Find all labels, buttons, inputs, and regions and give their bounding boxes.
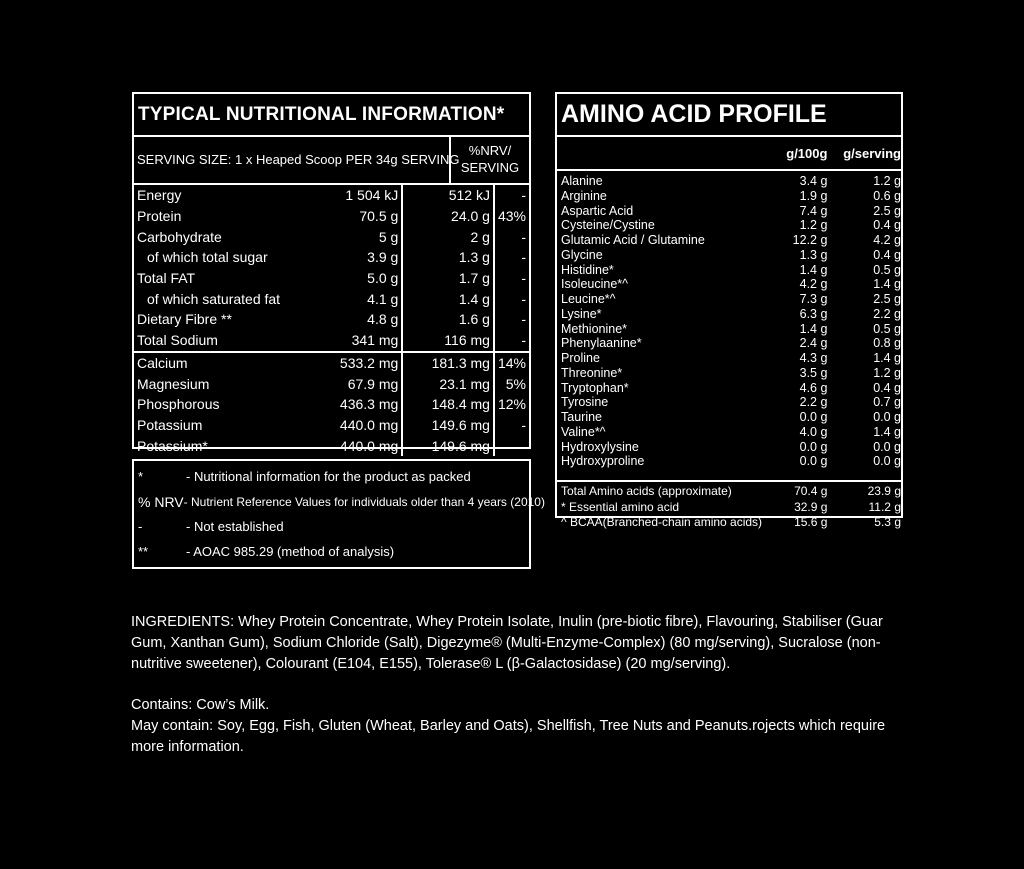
amino-name: Histidine*: [561, 262, 614, 277]
amino-row: [557, 425, 901, 440]
amino-name: Alanine: [561, 174, 603, 188]
nutrient-per100: 533.2 mg: [315, 352, 402, 374]
amino-name: Leucine*^: [561, 292, 616, 306]
amino-row: [557, 263, 901, 278]
amino-total-row: [557, 484, 901, 500]
amino-list: [557, 171, 901, 482]
amino-per100: 0.0 g: [799, 410, 828, 424]
amino-row: [557, 366, 901, 381]
amino-total-per-serving: 11.2 g: [868, 499, 901, 514]
amino-name: Threonine*: [561, 365, 623, 380]
amino-per100: 0.0 g: [799, 454, 828, 469]
amino-name: Tyrosine: [561, 395, 609, 410]
nutrition-table-body: [134, 185, 529, 456]
nutrition-title: TYPICAL NUTRITIONAL INFORMATION*: [134, 94, 529, 137]
amino-row: [557, 233, 901, 248]
amino-per-serving: 0.7 g: [873, 395, 901, 410]
amino-name: Tryptophan*: [561, 380, 629, 395]
amino-per-serving: 2.5 g: [873, 203, 901, 218]
amino-per100: 4.3 g: [799, 351, 828, 365]
nutrition-row: [134, 435, 529, 456]
amino-per100: 0.0 g: [799, 439, 828, 454]
nrv-header-line1: %NRV/: [468, 143, 512, 158]
amino-row: [557, 292, 901, 307]
amino-per-serving: 1.2 g: [873, 174, 901, 188]
amino-name: Hydroxylysine: [561, 439, 639, 454]
amino-totals: [557, 482, 901, 531]
amino-per-serving: 0.5 g: [873, 321, 901, 336]
amino-per100: 3.4 g: [799, 174, 828, 188]
amino-row: [557, 336, 901, 351]
amino-per100: 12.2 g: [792, 233, 828, 247]
amino-per-serving: 0.5 g: [873, 262, 901, 277]
nutrition-row: [134, 206, 529, 227]
nutrient-nrv: -: [494, 415, 529, 436]
amino-per100: 4.6 g: [799, 380, 828, 395]
nutrient-name: Magnesium: [137, 375, 210, 392]
nutrient-name: of which saturated fat: [147, 290, 281, 307]
amino-per100: 1.3 g: [799, 247, 828, 262]
footnote-row: [134, 489, 545, 514]
nutrient-per-serving: 23.1 mg: [402, 373, 494, 394]
nutrient-per100: 440.0 mg: [339, 416, 399, 433]
amino-per100: 7.4 g: [799, 203, 828, 218]
footnotes-list: [134, 461, 545, 564]
nutrition-row: [134, 394, 529, 415]
nutrition-row: [134, 352, 529, 374]
amino-per-serving: 0.6 g: [873, 188, 901, 203]
may-contain-text: May contain: Soy, Egg, Fish, Gluten (Wheat, Barley and Oats), Shellfish, Tree Nuts and Peanuts.rojects which require more information.: [131, 718, 886, 755]
amino-total-per-serving: 5.3 g: [874, 515, 901, 529]
nutrition-row: [134, 268, 529, 289]
footnote-text: - AOAC 985.29 (method of analysis): [186, 544, 395, 559]
amino-per-serving: 0.0 g: [873, 410, 901, 424]
amino-col-per100: g/100g: [786, 145, 828, 161]
nutrient-per-serving: 116 mg: [402, 330, 494, 352]
amino-per-serving: 1.4 g: [873, 277, 901, 292]
amino-name: Isoleucine*^: [561, 277, 629, 292]
nutrition-row: [134, 247, 529, 268]
footnote-symbol: **: [138, 544, 149, 559]
nutrition-row: [134, 185, 529, 206]
nutrient-nrv: 14%: [494, 352, 529, 374]
nutrient-nrv: -: [494, 288, 529, 309]
nutrient-per100: 67.9 mg: [347, 375, 399, 392]
amino-row: [557, 174, 901, 189]
nutrition-row: [134, 309, 529, 330]
amino-total-name: ^ BCAA(Branched-chain amino acids): [561, 515, 763, 529]
amino-row: [557, 395, 901, 410]
amino-row: [557, 204, 901, 219]
amino-name: Arginine: [561, 188, 607, 203]
footnote-text: - Nutrient Reference Values for individuals older than 4 years (2010): [183, 494, 545, 509]
amino-name: Hydroxyproline: [561, 454, 645, 469]
amino-row: [557, 381, 901, 396]
nutrition-row: [134, 373, 529, 394]
nutrition-row: [134, 226, 529, 247]
amino-name: Glycine: [561, 247, 603, 262]
footnote-symbol: *: [138, 469, 144, 484]
amino-row: [557, 351, 901, 366]
amino-row: [557, 277, 901, 292]
amino-per-serving: 4.2 g: [873, 233, 901, 247]
amino-per-serving: 2.5 g: [873, 292, 901, 306]
amino-per-serving: 0.4 g: [873, 380, 901, 395]
amino-title: AMINO ACID PROFILE: [557, 94, 901, 137]
amino-per100: 6.3 g: [799, 306, 828, 321]
nutrient-per-serving: 2 g: [402, 226, 494, 247]
amino-name: Taurine: [561, 410, 602, 424]
nutrient-per-serving: 149.6 mg: [402, 415, 494, 436]
nutrient-name: of which total sugar: [147, 249, 268, 266]
amino-name: Aspartic Acid: [561, 203, 634, 218]
amino-per-serving: 0.8 g: [873, 336, 901, 351]
amino-per-serving: 0.0 g: [873, 454, 901, 469]
nrv-header-line2: SERVING: [460, 160, 520, 175]
amino-name: Cysteine/Cystine: [561, 218, 655, 233]
nutrient-per100: 4.1 g: [367, 290, 399, 307]
amino-name: Valine*^: [561, 424, 606, 439]
nutrient-name: Potassium*: [137, 437, 208, 454]
nutrient-name: Energy: [137, 187, 182, 204]
amino-per-serving: 1.4 g: [873, 351, 901, 365]
nutrient-per100: 1 504 kJ: [345, 187, 399, 204]
amino-per-serving: 1.2 g: [873, 365, 901, 380]
amino-per-serving: 2.2 g: [873, 306, 901, 321]
nutrient-per100: 3.9 g: [367, 249, 399, 266]
nutrient-per-serving: 1.3 g: [402, 247, 494, 268]
amino-per-serving: 0.4 g: [873, 218, 901, 233]
footnote-row: [134, 539, 529, 564]
footnote-symbol: % NRV: [138, 493, 184, 510]
amino-per-serving: 0.4 g: [873, 247, 901, 262]
nutrient-nrv: -: [494, 226, 529, 247]
nutrient-name: Potassium: [137, 416, 203, 433]
nutrient-nrv: 12%: [494, 394, 529, 415]
amino-total-row: [557, 515, 901, 531]
nutrition-row: [134, 330, 529, 352]
amino-total-name: * Essential amino acid: [561, 499, 680, 514]
nutrient-nrv: -: [494, 247, 529, 268]
serving-header-row: [134, 137, 529, 185]
nutrient-nrv: 43%: [494, 206, 529, 227]
amino-name: Glutamic Acid / Glutamine: [561, 233, 705, 247]
amino-name: Proline: [561, 351, 600, 365]
amino-per100: 3.5 g: [799, 365, 828, 380]
amino-row: [557, 322, 901, 337]
nutrition-panel: [132, 92, 531, 454]
nutrient-name: Total FAT: [137, 270, 196, 287]
amino-panel: [555, 92, 903, 529]
nutrient-per100: 440.0 mg: [339, 437, 399, 454]
amino-name: Phenylaanine*: [561, 336, 642, 351]
nutrient-name: Calcium: [134, 352, 315, 374]
nutrient-nrv: -: [494, 330, 529, 352]
nutrient-per100: 341 mg: [351, 332, 399, 349]
nutrition-table: [134, 185, 529, 456]
nutrient-nrv: -: [494, 268, 529, 289]
amino-total-per-serving: 23.9 g: [867, 484, 901, 498]
footnote-text: - Nutritional information for the product as packed: [186, 469, 471, 484]
footnotes-panel: [132, 459, 545, 569]
nutrient-per-serving: 149.6 mg: [402, 435, 494, 456]
amino-total-per100: 32.9 g: [794, 499, 828, 514]
amino-total-row: [557, 500, 901, 516]
amino-per100: 4.2 g: [799, 277, 828, 292]
nutrition-row: [134, 288, 529, 309]
nutrient-per-serving: 1.7 g: [402, 268, 494, 289]
amino-per100: 7.3 g: [799, 292, 828, 306]
nutrient-per-serving: 148.4 mg: [402, 394, 494, 415]
nutrient-per-serving: 181.3 mg: [402, 352, 494, 374]
amino-row: [557, 454, 901, 469]
nutrient-name: Carbohydrate: [137, 228, 222, 245]
nutrient-nrv: -: [494, 185, 529, 206]
amino-total-per100: 70.4 g: [794, 484, 828, 498]
nutrient-per-serving: 1.6 g: [402, 309, 494, 330]
ingredients-section: [131, 612, 901, 675]
amino-per100: 1.9 g: [799, 188, 828, 203]
nutrient-per100: 70.5 g: [359, 208, 399, 225]
nutrient-name: Protein: [137, 208, 182, 225]
contains-text: Contains: Cow’s Milk.: [131, 697, 270, 713]
amino-per100: 4.0 g: [799, 424, 828, 439]
amino-per-serving: 1.4 g: [873, 424, 901, 439]
amino-name: Lysine*: [561, 306, 602, 321]
ingredients-text: INGREDIENTS: Whey Protein Concentrate, Whey Protein Isolate, Inulin (pre-biotic fibre), Flavouring, Stabiliser (Guar Gum, Xanthan Gum), Sodium Chloride (Salt), Digezyme® (Multi-Enzyme-Complex) (80 mg/serving), Sucralose (non-nutritive sweetener), Colourant (E104, E155), Tolerase® L (β-Galactosidase) (20 mg/serving).: [131, 614, 883, 672]
amino-col-serving: g/serving: [843, 145, 901, 161]
amino-row: [557, 248, 901, 263]
amino-row: [557, 218, 901, 233]
nutrient-per100: 436.3 mg: [339, 396, 399, 413]
amino-row: [557, 307, 901, 322]
amino-name: Methionine*: [561, 321, 628, 336]
amino-per100: 1.2 g: [799, 218, 828, 233]
nutrient-per-serving: 1.4 g: [402, 288, 494, 309]
nutrient-nrv: -: [494, 309, 529, 330]
amino-per100: 2.4 g: [799, 336, 828, 351]
amino-per100: 1.4 g: [799, 321, 828, 336]
amino-per-serving: 0.0 g: [873, 439, 901, 454]
allergen-section: [131, 695, 901, 758]
nrv-header: [449, 137, 529, 183]
amino-header-row: [557, 137, 901, 171]
nutrient-nrv: 5%: [494, 373, 529, 394]
amino-total-name: Total Amino acids (approximate): [561, 484, 732, 498]
nutrient-name: Phosphorous: [137, 396, 220, 413]
nutrient-per-serving: 512 kJ: [402, 185, 494, 206]
footnote-row: [134, 514, 529, 539]
amino-per100: 1.4 g: [799, 262, 828, 277]
serving-size: SERVING SIZE: 1 x Heaped Scoop PER 34g SERVING: [137, 152, 460, 167]
footnote-row: [134, 464, 529, 489]
amino-per100: 2.2 g: [799, 395, 828, 410]
nutrient-per100: 5.0 g: [367, 270, 399, 287]
nutrient-nrv: [494, 435, 529, 456]
nutrient-name: Total Sodium: [137, 332, 218, 349]
nutrient-per100: 5 g: [378, 228, 399, 245]
amino-row: [557, 189, 901, 204]
amino-row: [557, 440, 901, 455]
footnote-text: - Not established: [186, 519, 284, 534]
nutrient-per-serving: 24.0 g: [402, 206, 494, 227]
footnote-symbol: -: [138, 519, 143, 534]
amino-row: [557, 410, 901, 425]
amino-total-per100: 15.6 g: [794, 515, 828, 529]
nutrition-row: [134, 415, 529, 436]
nutrient-name: Dietary Fibre **: [137, 311, 232, 328]
nutrient-per100: 4.8 g: [367, 311, 399, 328]
